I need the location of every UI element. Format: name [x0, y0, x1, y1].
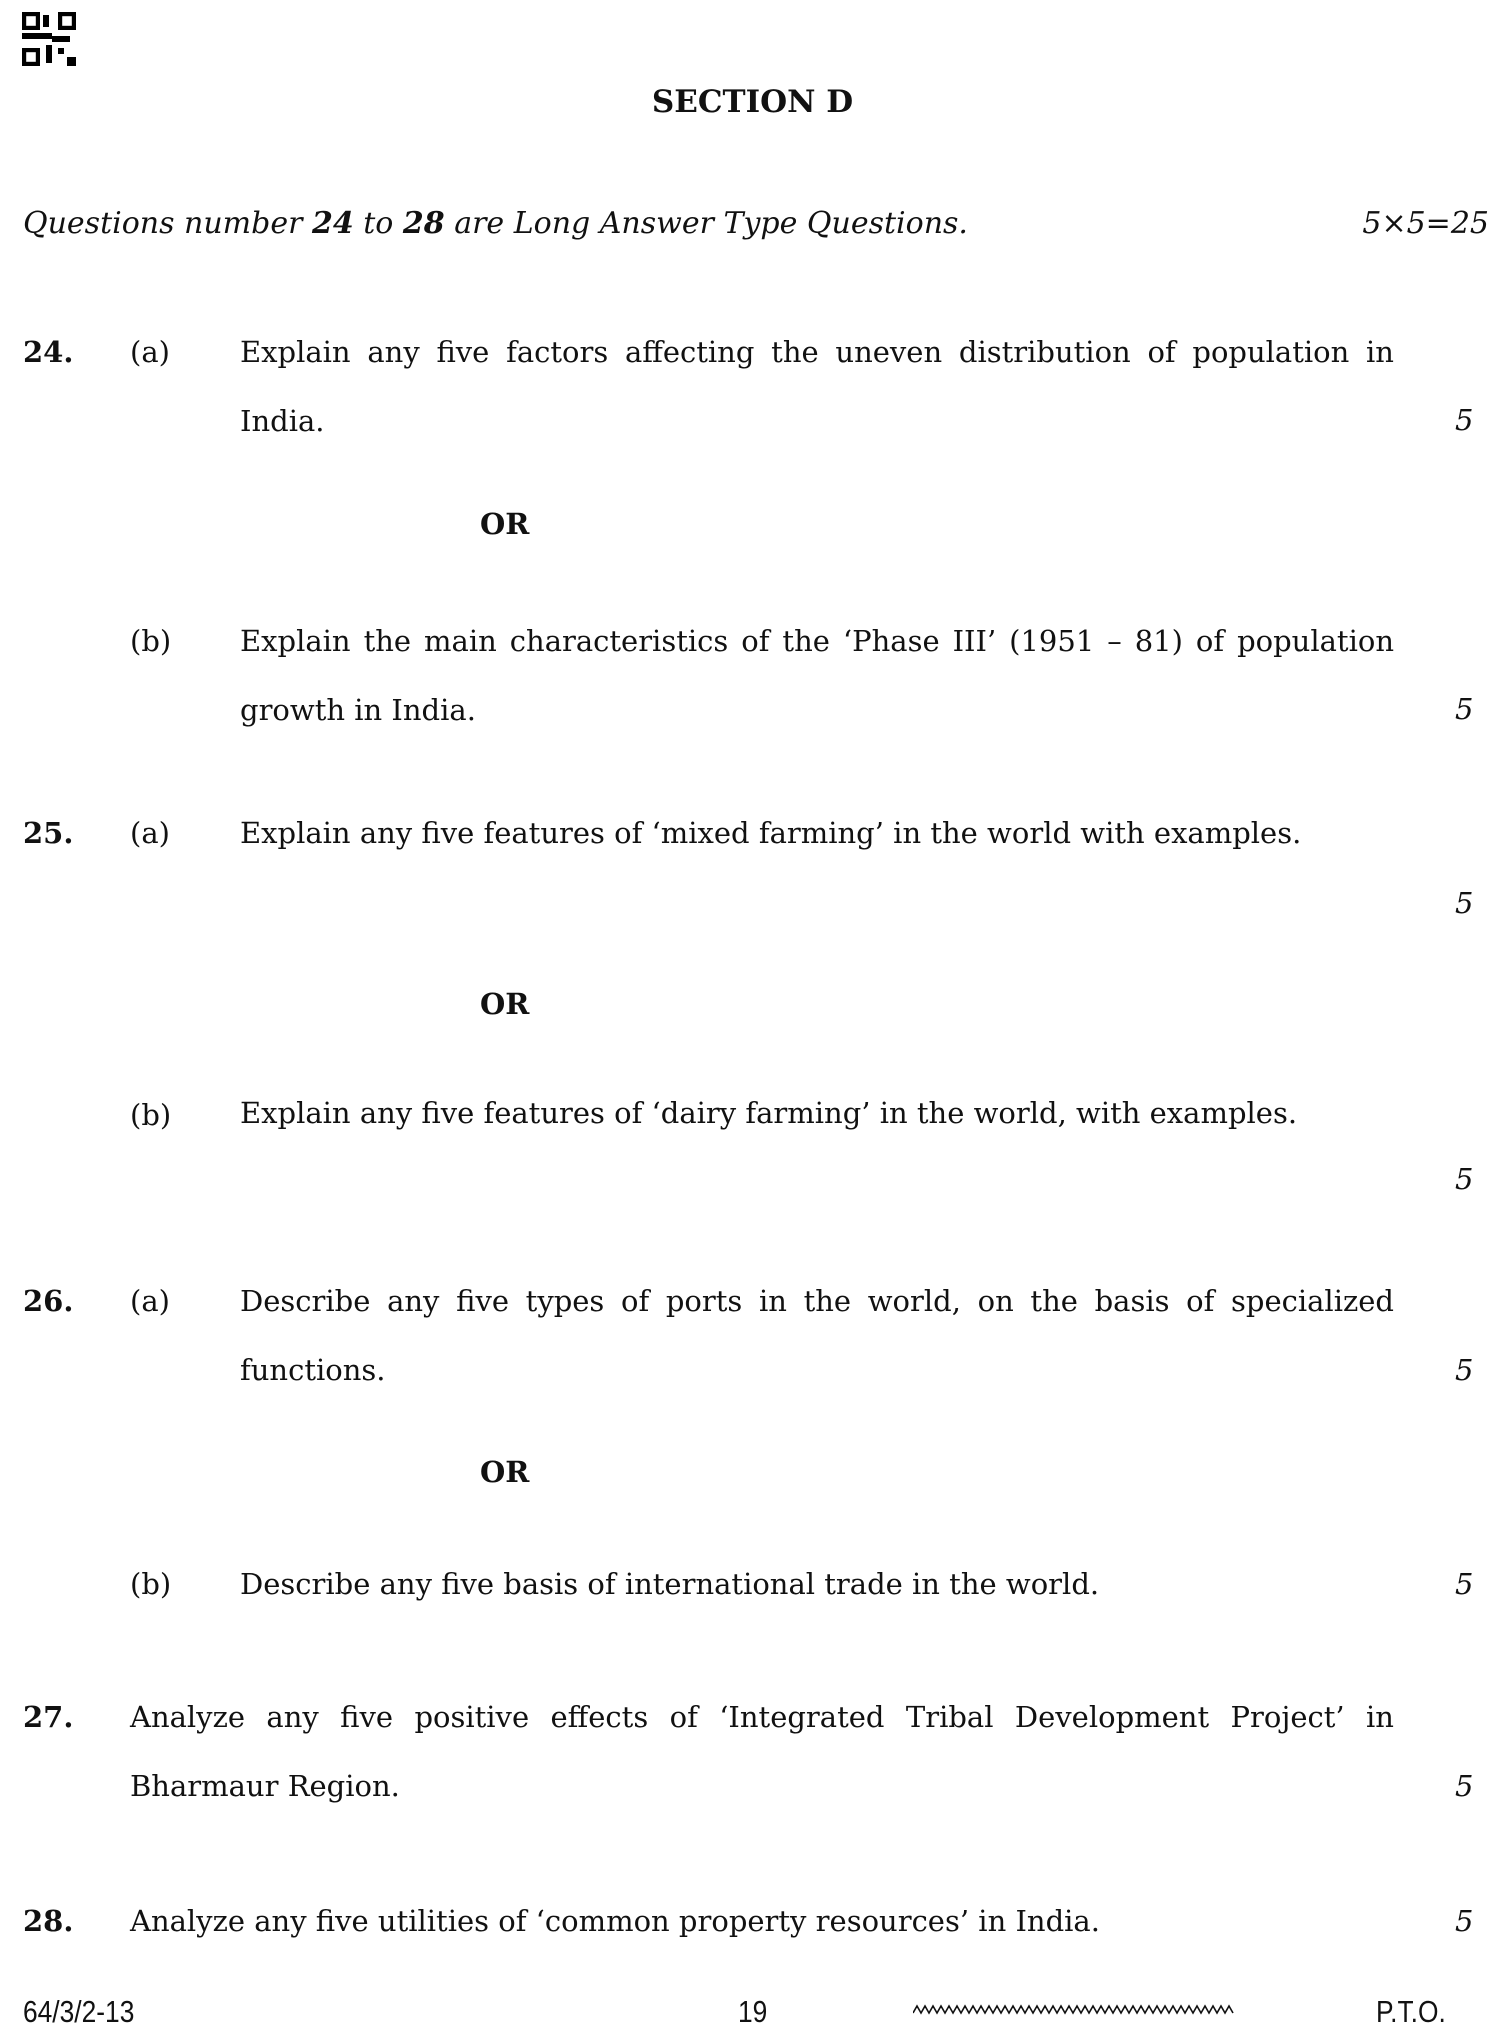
part-label: (b) [130, 1567, 172, 1601]
instr-from: 24 [311, 206, 354, 241]
pto-label: P.T.O. [1376, 1994, 1446, 2029]
question-text: Explain any five factors affecting the uneven distribution of population in India. [240, 335, 1394, 438]
question-text: Analyze any five positive effects of ‘Integrated Tribal Development Project’ in Bharmaur Region. [130, 1700, 1394, 1803]
question-text: Explain any five features of ‘mixed farming’ in the world with examples. [240, 816, 1302, 850]
instr-text: Questions number [23, 206, 312, 241]
question-text: Analyze any five utilities of ‘common property resources’ in India. [130, 1904, 1100, 1938]
part-label: (b) [130, 1098, 172, 1132]
or-separator: OR [480, 987, 530, 1021]
marks: 5 [1455, 692, 1474, 726]
instr-text: are Long Answer Type Questions. [444, 206, 968, 241]
instructions [23, 206, 968, 241]
question-number: 26. [23, 1284, 74, 1318]
wavy-line-decoration [913, 2003, 1238, 2017]
part-label: (a) [130, 816, 170, 850]
part-label: (a) [130, 335, 170, 369]
or-separator: OR [480, 1455, 530, 1489]
marks: 5 [1455, 1353, 1474, 1387]
total-marks: 5×5=25 [1362, 206, 1489, 241]
marks: 5 [1455, 1567, 1474, 1601]
question-number: 28. [23, 1904, 74, 1938]
question-text: Describe any five basis of international trade in the world. [240, 1567, 1100, 1601]
section-title: SECTION D [651, 84, 854, 120]
instr-text: to [353, 206, 403, 241]
question-text: Explain any five features of ‘dairy farming’ in the world, with examples. [240, 1096, 1298, 1130]
marks: 5 [1455, 1769, 1474, 1803]
part-label: (a) [130, 1284, 170, 1318]
part-label: (b) [130, 624, 172, 658]
question-text: Explain the main characteristics of the ‘Phase III’ (1951 – 81) of population growth in India. [240, 624, 1394, 727]
question-number: 24. [23, 335, 74, 369]
marks: 5 [1455, 886, 1474, 920]
question-number: 27. [23, 1700, 74, 1734]
question-number: 25. [23, 816, 74, 850]
page-number: 19 [738, 1994, 768, 2029]
marks: 5 [1455, 1904, 1474, 1938]
paper-code: 64/3/2-13 [23, 1994, 135, 2029]
marks: 5 [1455, 1162, 1474, 1196]
qr-code-icon [22, 12, 76, 66]
question-text: Describe any five types of ports in the world, on the basis of specialized functions. [240, 1284, 1394, 1387]
instr-to: 28 [402, 206, 445, 241]
marks: 5 [1455, 403, 1474, 437]
or-separator: OR [480, 507, 530, 541]
